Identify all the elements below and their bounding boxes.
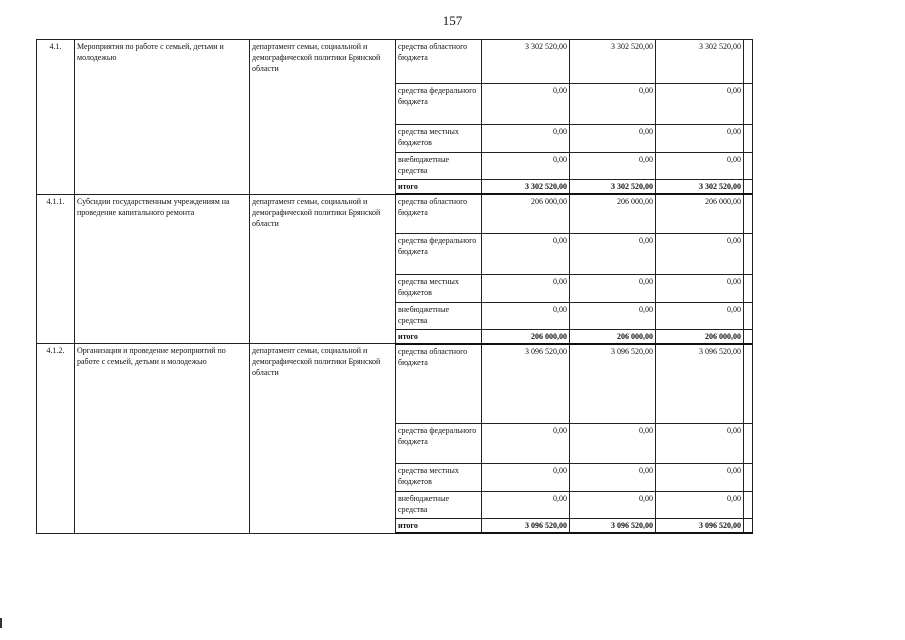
amount-year-3: 0,00 [656, 84, 744, 125]
note-cell [744, 519, 753, 534]
amount-year-3: 0,00 [656, 492, 744, 519]
funding-source: средства федерального бюджета [396, 84, 482, 125]
item-number: 4.1. [37, 40, 75, 195]
funding-source: средства областного бюджета [396, 194, 482, 233]
amount-year-3: 0,00 [656, 125, 744, 153]
item-executor: департамент семьи, социальной и демографической политики Брянской области [250, 40, 396, 195]
amount-year-1: 3 096 520,00 [482, 344, 570, 424]
amount-year-1: 0,00 [482, 274, 570, 302]
amount-year-2: 0,00 [570, 424, 656, 464]
funding-source: средства областного бюджета [396, 40, 482, 84]
funding-source: внебюджетные средства [396, 302, 482, 329]
note-cell [744, 302, 753, 329]
note-cell [744, 329, 753, 344]
note-cell [744, 125, 753, 153]
item-name: Субсидии государственным учреждениям на проведение капитального ремонта [75, 194, 250, 344]
item-number: 4.1.2. [37, 344, 75, 534]
funding-source: средства местных бюджетов [396, 274, 482, 302]
amount-year-3: 3 096 520,00 [656, 344, 744, 424]
amount-year-2: 0,00 [570, 492, 656, 519]
amount-year-3: 206 000,00 [656, 194, 744, 233]
funding-source: средства местных бюджетов [396, 464, 482, 492]
page-edge-mark [0, 618, 2, 628]
item-name: Организация и проведение мероприятий по работе с семьей, детьми и молодежью [75, 344, 250, 534]
funding-source: итого [396, 519, 482, 534]
note-cell [744, 424, 753, 464]
item-executor: департамент семьи, социальной и демографической политики Брянской области [250, 194, 396, 344]
funding-source: внебюджетные средства [396, 492, 482, 519]
budget-table-body [37, 40, 753, 534]
amount-year-3: 0,00 [656, 464, 744, 492]
note-cell [744, 180, 753, 195]
funding-source: средства областного бюджета [396, 344, 482, 424]
amount-year-3: 0,00 [656, 274, 744, 302]
note-cell [744, 344, 753, 424]
amount-year-3: 0,00 [656, 424, 744, 464]
amount-year-2: 3 096 520,00 [570, 344, 656, 424]
amount-year-1: 0,00 [482, 84, 570, 125]
amount-year-2: 0,00 [570, 84, 656, 125]
note-cell [744, 492, 753, 519]
amount-year-1: 206 000,00 [482, 194, 570, 233]
budget-table [36, 39, 753, 534]
amount-year-3: 0,00 [656, 153, 744, 180]
table-row [37, 194, 753, 233]
note-cell [744, 274, 753, 302]
amount-year-3: 3 302 520,00 [656, 40, 744, 84]
funding-source: средства федерального бюджета [396, 424, 482, 464]
amount-year-1: 206 000,00 [482, 329, 570, 344]
page-number: 157 [442, 13, 463, 28]
amount-year-3: 0,00 [656, 233, 744, 274]
amount-year-1: 0,00 [482, 492, 570, 519]
amount-year-3: 3 302 520,00 [656, 180, 744, 195]
amount-year-1: 3 302 520,00 [482, 180, 570, 195]
amount-year-3: 0,00 [656, 302, 744, 329]
funding-source: внебюджетные средства [396, 153, 482, 180]
amount-year-1: 3 302 520,00 [482, 40, 570, 84]
funding-source: средства местных бюджетов [396, 125, 482, 153]
amount-year-1: 0,00 [482, 153, 570, 180]
note-cell [744, 153, 753, 180]
amount-year-2: 3 302 520,00 [570, 180, 656, 195]
amount-year-2: 3 302 520,00 [570, 40, 656, 84]
amount-year-1: 0,00 [482, 424, 570, 464]
note-cell [744, 464, 753, 492]
note-cell [744, 84, 753, 125]
amount-year-3: 206 000,00 [656, 329, 744, 344]
funding-source: итого [396, 180, 482, 195]
amount-year-1: 0,00 [482, 233, 570, 274]
amount-year-2: 0,00 [570, 464, 656, 492]
note-cell [744, 233, 753, 274]
funding-source: средства федерального бюджета [396, 233, 482, 274]
amount-year-1: 0,00 [482, 125, 570, 153]
amount-year-2: 0,00 [570, 153, 656, 180]
amount-year-2: 3 096 520,00 [570, 519, 656, 534]
item-name: Мероприятия по работе с семьей, детьми и молодежью [75, 40, 250, 195]
item-number: 4.1.1. [37, 194, 75, 344]
amount-year-2: 0,00 [570, 125, 656, 153]
amount-year-2: 0,00 [570, 233, 656, 274]
note-cell [744, 40, 753, 84]
note-cell [744, 194, 753, 233]
table-row [37, 40, 753, 84]
amount-year-2: 0,00 [570, 302, 656, 329]
item-executor: департамент семьи, социальной и демографической политики Брянской области [250, 344, 396, 534]
table-row [37, 344, 753, 424]
amount-year-1: 0,00 [482, 302, 570, 329]
amount-year-3: 3 096 520,00 [656, 519, 744, 534]
amount-year-2: 206 000,00 [570, 329, 656, 344]
amount-year-2: 206 000,00 [570, 194, 656, 233]
amount-year-1: 3 096 520,00 [482, 519, 570, 534]
funding-source: итого [396, 329, 482, 344]
amount-year-1: 0,00 [482, 464, 570, 492]
amount-year-2: 0,00 [570, 274, 656, 302]
